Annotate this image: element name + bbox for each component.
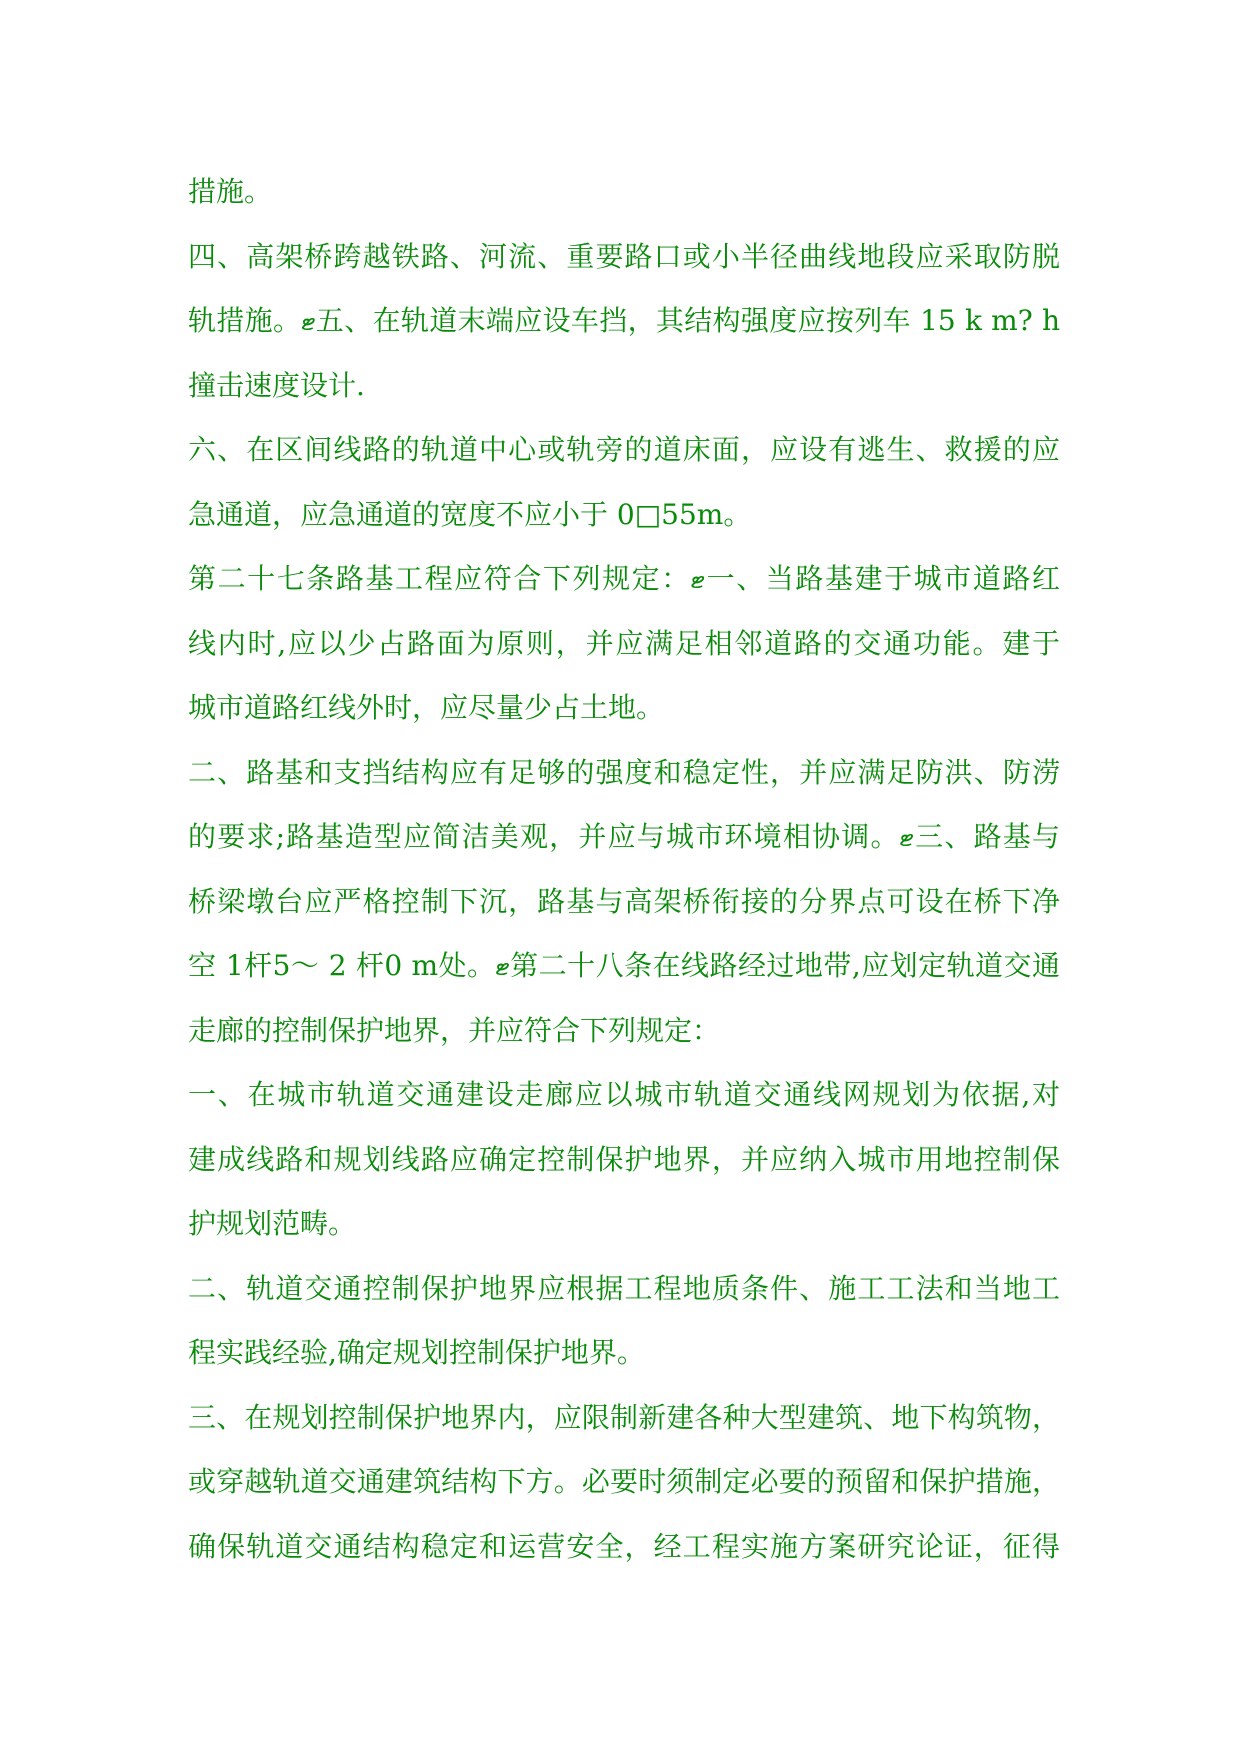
- text-line: 的要求;路基造型应简洁美观，并应与城市环境相协调。ޓ三、路基与: [188, 820, 1060, 853]
- text-line: 二、轨道交通控制保护地界应根据工程地质条件、施工工法和当地工: [188, 1271, 1060, 1305]
- text-line: 一、在城市轨道交通建设走廊应以城市轨道交通线网规划为依据,对: [188, 1078, 1060, 1111]
- text-line: 程实践经验,确定规划控制保护地界。: [188, 1336, 645, 1369]
- body-text: [188, 160, 1060, 1579]
- text-line: 第二十七条路基工程应符合下列规定：ޓ一、当路基建于城市道路红: [188, 562, 1060, 595]
- text-line: 三、在规划控制保护地界内，应限制新建各种大型建筑、地下构筑物，: [188, 1400, 1060, 1434]
- text-line: 六、在区间线路的轨道中心或轨旁的道床面，应设有逃生、救援的应: [188, 433, 1060, 466]
- text-line: 或穿越轨道交通建筑结构下方。必要时须制定必要的预留和保护措施，: [188, 1465, 1060, 1498]
- text-line: 走廊的控制保护地界，并应符合下列规定：: [188, 1013, 721, 1047]
- text-line: 建成线路和规划线路应确定控制保护地界，并应纳入城市用地控制保: [188, 1142, 1060, 1176]
- text-line: 线内时,应以少占路面为原则，并应满足相邻道路的交通功能。建于: [188, 626, 1060, 660]
- text-line: 撞击速度设计.: [188, 368, 365, 402]
- text-line: 确保轨道交通结构稳定和运营安全，经工程实施方案研究论证，征得: [188, 1529, 1060, 1563]
- text-line: 城市道路红线外时，应尽量少占土地。: [188, 691, 665, 724]
- text-line: 空 1杆5～ 2 杆0 m处。ޓ第二十八条在线路经过地带,应划定轨道交通: [188, 949, 1060, 982]
- text-line: 二、路基和支挡结构应有足够的强度和稳定性，并应满足防洪、防涝: [188, 755, 1060, 789]
- text-line: 措施。: [188, 175, 273, 208]
- text-line: 轨措施。ޓ五、在轨道末端应设车挡，其结构强度应按列车 15 k m? h: [188, 304, 1060, 337]
- text-line: 桥梁墩台应严格控制下沉，路基与高架桥衔接的分界点可设在桥下净: [188, 884, 1060, 918]
- text-line: 四、高架桥跨越铁路、河流、重要路口或小半径曲线地段应采取防脱: [188, 239, 1060, 273]
- text-line: 急通道，应急通道的宽度不应小于 0□55m。: [188, 497, 752, 531]
- text-line: 护规划范畴。: [188, 1207, 357, 1240]
